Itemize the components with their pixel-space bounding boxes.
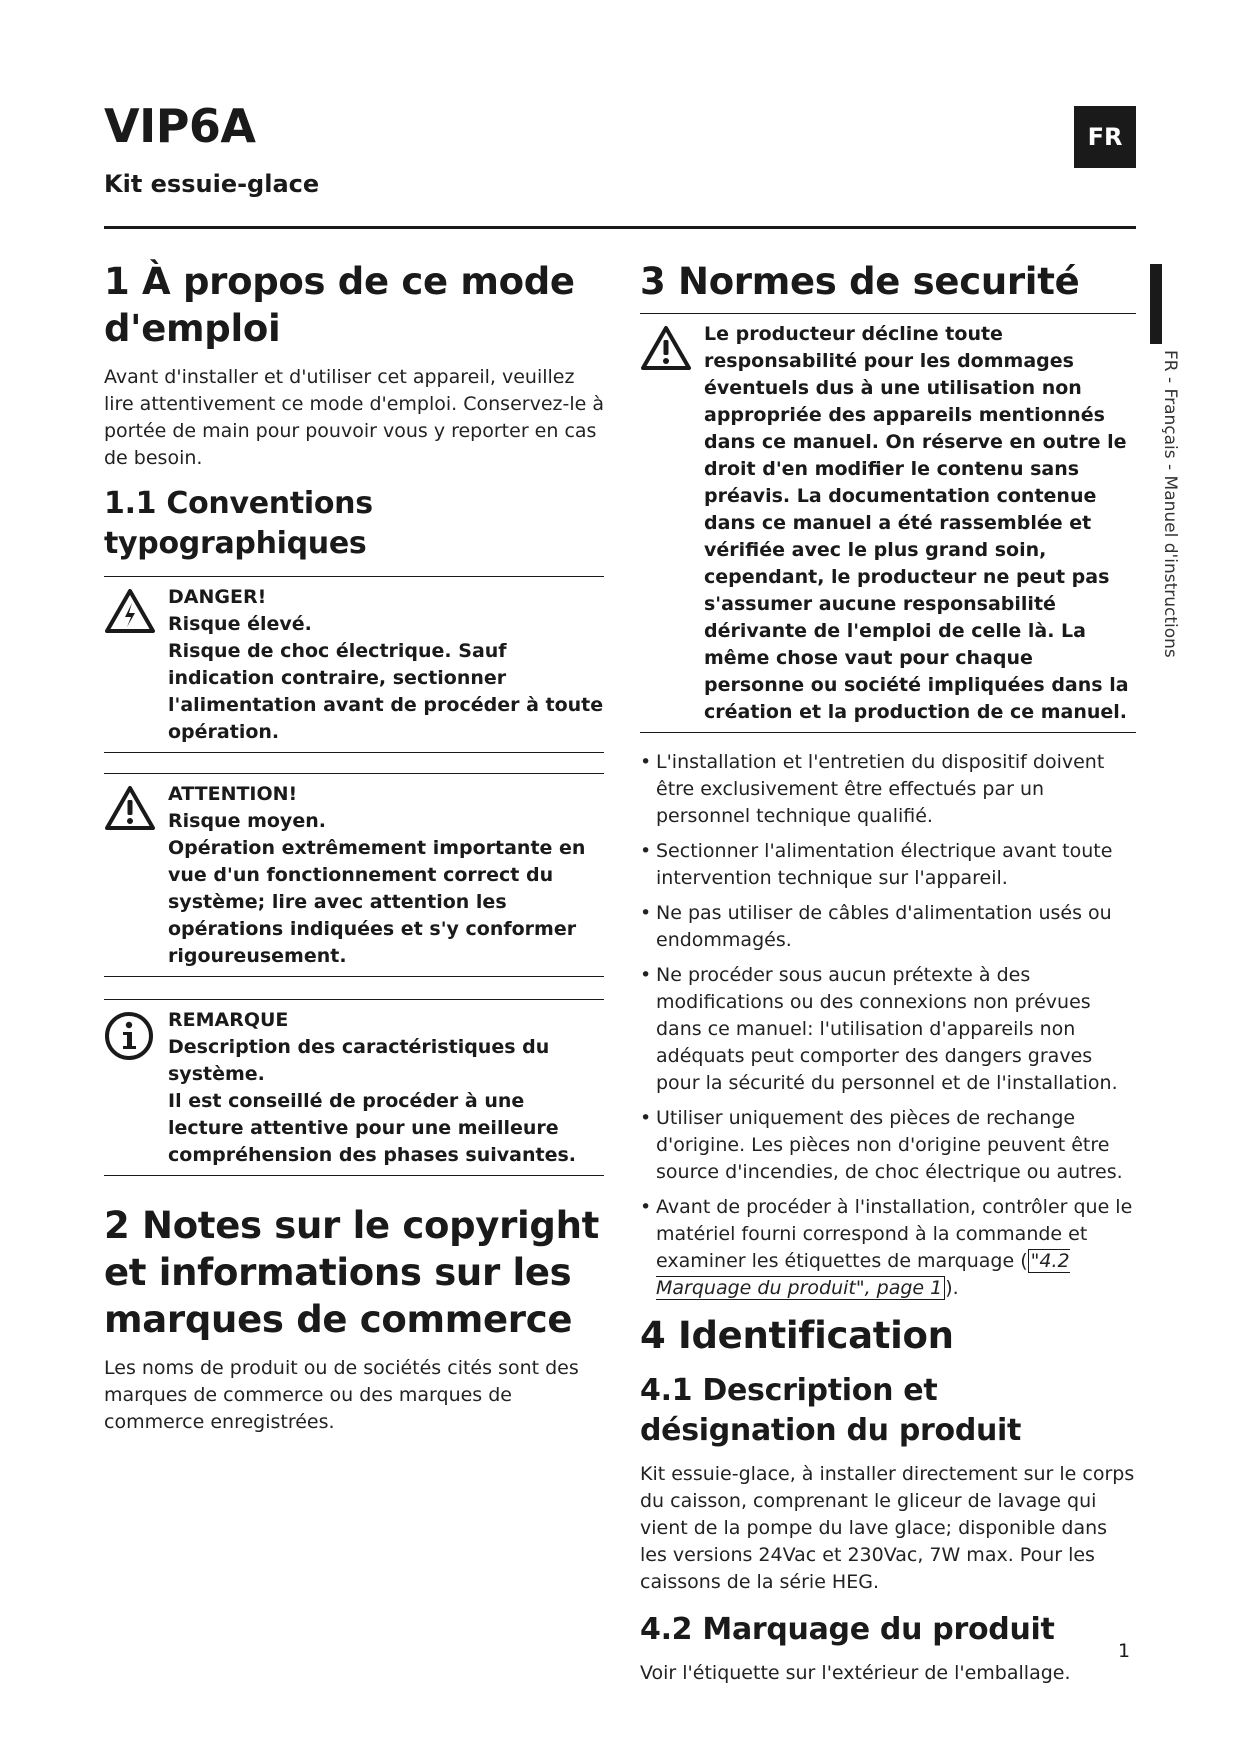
section-4-1-title: 4.1 Description et désignation du produit — [640, 1373, 1022, 1448]
warning-icon — [640, 321, 704, 726]
attention-level: Risque moyen. — [168, 810, 326, 832]
list-item-text: ). — [945, 1277, 959, 1299]
language-badge: FR — [1074, 106, 1136, 168]
remark-text: Il est conseillé de procéder à une lecture attentive pour une meilleure compréhension des phases suivantes. — [168, 1090, 576, 1166]
attention-note — [104, 773, 604, 977]
list-item: • Ne pas utiliser de câbles d'alimentation usés ou endommagés. — [640, 900, 1136, 954]
header-divider — [104, 226, 1136, 229]
list-item: • Sectionner l'alimentation électrique avant toute intervention technique sur l'appareil. — [640, 838, 1136, 892]
section-4-1-body: Kit essuie-glace, à installer directement sur le corps du caisson, comprenant le gliceur de lavage qui vient de la pompe du lave glace; disponible dans les versions 24Vac et 230Vac, 7W max. Pour les caissons de la série HEG. — [640, 1463, 1135, 1593]
list-item — [640, 1194, 1136, 1302]
side-tab-marker — [1150, 264, 1162, 344]
section-1-title: 1 À propos de ce mode d'emploi — [104, 260, 575, 350]
section-4-2-body: Voir l'étiquette sur l'extérieur de l'emballage. — [640, 1662, 1071, 1684]
section-2-title: 2 Notes sur le copyright et informations sur les marques de commerce — [104, 1204, 600, 1341]
danger-heading: DANGER! — [168, 586, 267, 608]
left-column — [104, 258, 604, 1436]
section-4-2-title: 4.2 Marquage du produit — [640, 1612, 1055, 1647]
section-4-title: 4 Identification — [640, 1314, 954, 1357]
section-1-1-title: 1.1 Conventions typographiques — [104, 486, 373, 561]
warning-icon — [104, 781, 168, 970]
remark-note — [104, 999, 604, 1176]
right-column — [640, 258, 1136, 1687]
danger-text: Risque de choc électrique. Sauf indication contraire, sectionner l'alimentation avant de procéder à toute opération. — [168, 640, 604, 743]
attention-text: Opération extrêmement importante en vue d'un fonctionnement correct du système; lire avec attention les opérations indiquées et s'y conformer rigoureusement. — [168, 837, 586, 967]
section-1-body: Avant d'installer et d'utiliser cet appareil, veuillez lire attentivement ce mode d'emploi. Conservez-le à portée de main pour pouvoir vous y reporter en cas de besoin. — [104, 366, 604, 469]
safety-warning-text: Le producteur décline toute responsabilité pour les dommages éventuels dus à une utilisation non appropriée des appareils mentionnés dans ce manuel. On réserve en outre le droit d'en modifier le contenu sans préavis. La documentation contenue dans ce manuel a été rassemblée et vérifiée avec le plus grand soin, cependant, le producteur ne peut pas s'assumer aucune responsabilité dérivante de l'emploi de celle là. La même chose vaut pour chaque personne ou société impliquées dans la création et la production de ce manuel. — [704, 323, 1129, 723]
safety-warning-note — [640, 313, 1136, 733]
remark-heading: REMARQUE — [168, 1009, 289, 1031]
list-item: • L'installation et l'entretien du dispositif doivent être exclusivement être effectués par un personnel technique qualifié. — [640, 749, 1136, 830]
danger-level: Risque élevé. — [168, 613, 312, 635]
section-2-body: Les noms de produit ou de sociétés cités sont des marques de commerce ou des marques de commerce enregistrées. — [104, 1357, 579, 1433]
doc-subtitle: Kit essuie-glace — [104, 170, 320, 198]
attention-heading: ATTENTION! — [168, 783, 298, 805]
doc-title: VIP6A — [104, 99, 256, 153]
info-icon — [104, 1007, 168, 1169]
electric-hazard-icon — [104, 584, 168, 746]
side-language-label: FR - Français - Manuel d'instructions — [1160, 350, 1180, 658]
list-item: • Utiliser uniquement des pièces de rechange d'origine. Les pièces non d'origine peuvent être source d'incendies, de choc électrique ou autres. — [640, 1105, 1136, 1186]
remark-level: Description des caractéristiques du système. — [168, 1036, 550, 1085]
danger-note — [104, 576, 604, 753]
list-item: • Ne procéder sous aucun prétexte à des modifications ou des connexions non prévues dans ce manuel: l'utilisation d'appareils non adéquats peut comporter des dangers graves pour la sécurité du personnel et de l'installation. — [640, 962, 1136, 1097]
page-number: 1 — [1118, 1640, 1131, 1662]
cross-reference-link[interactable]: "4.2 Marquage du produit", page 1 — [656, 1250, 1070, 1299]
list-item-text: Avant de procéder à l'installation, contrôler que le matériel fourni correspond à la commande et examiner les étiquettes de marquage ( — [656, 1196, 1133, 1272]
safety-list — [640, 749, 1136, 1302]
section-3-title: 3 Normes de securité — [640, 260, 1080, 303]
